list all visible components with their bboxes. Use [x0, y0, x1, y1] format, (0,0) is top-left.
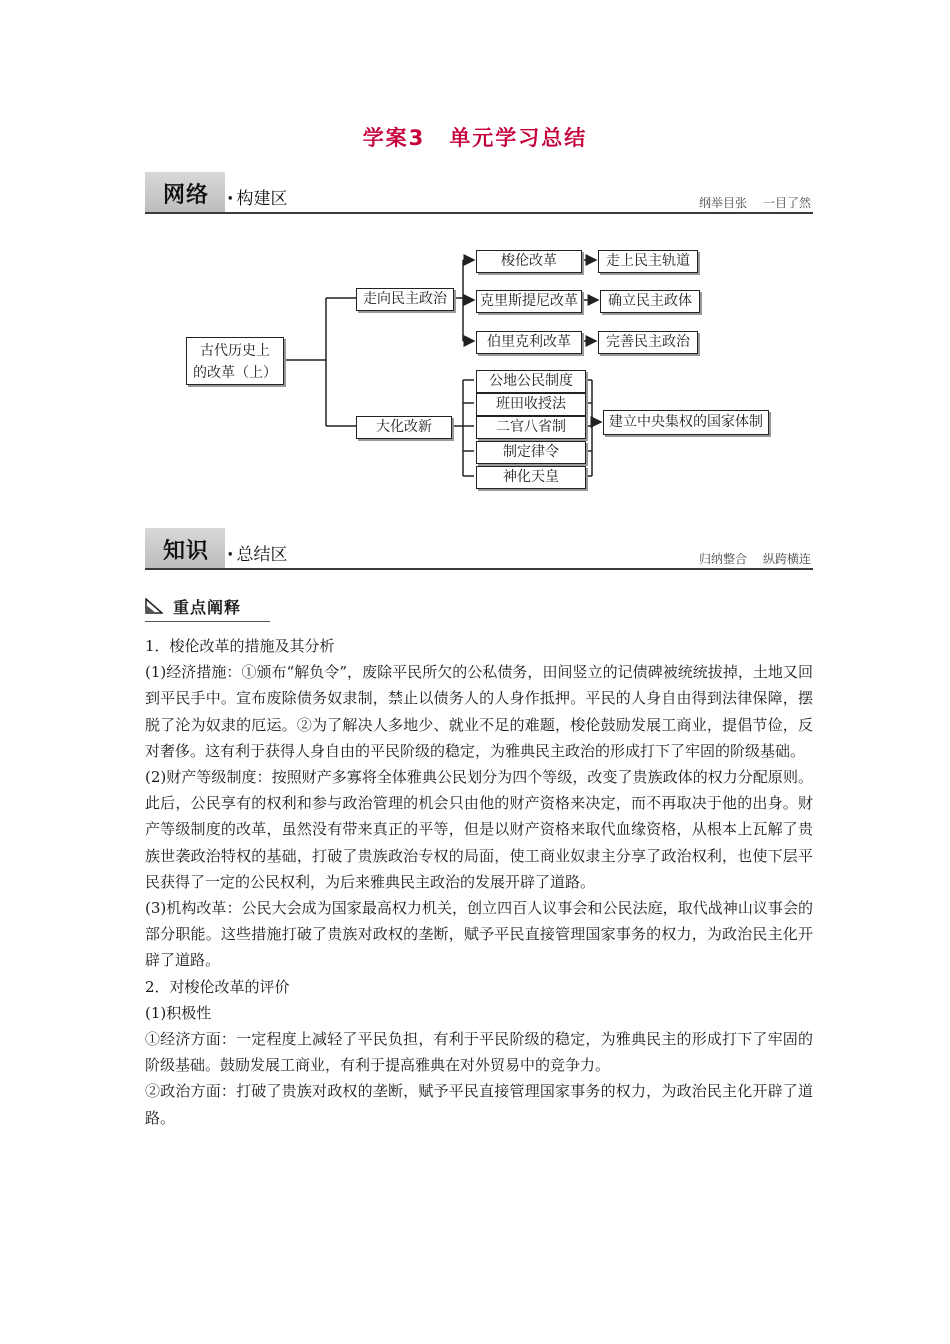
body-content — [145, 633, 813, 1131]
heading-2: 2．对梭伦改革的评价 — [145, 977, 290, 996]
heading-1: 1．梭伦改革的措施及其分析 — [145, 637, 335, 655]
diagram-cleisthenes: 克里斯提尼改革 — [476, 290, 582, 313]
diagram-taika-item-4: 制定律令 — [476, 441, 586, 464]
corner-triangle-icon — [145, 598, 163, 614]
subheading-positive: (1)积极性 — [145, 1003, 212, 1022]
page-title — [0, 122, 950, 152]
section-header-network — [145, 172, 813, 214]
diagram-taika-item-5: 神化天皇 — [476, 466, 586, 489]
paragraph-economic-aspect: ①经济方面：一定程度上减轻了平民负担，有利于平民阶级的稳定，为雅典民主的形成打下了牢固的阶级基础。鼓励发展工商业，有利于提高雅典在对外贸易中的竞争力。 — [145, 1030, 813, 1075]
section-title-big: 网络 — [163, 183, 210, 208]
section-header-knowledge — [145, 528, 813, 570]
section-title-small: · 总结区 — [227, 545, 288, 565]
diagram-branch-democracy: 走向民主政治 — [356, 288, 454, 311]
diagram-result-3: 完善民主政治 — [598, 331, 698, 354]
concept-diagram — [180, 240, 780, 500]
diagram-taika-result: 建立中央集权的国家体制 — [603, 410, 769, 435]
section-motto: 归纳整合 纵跨横连 — [698, 552, 811, 566]
diagram-solon: 梭伦改革 — [476, 250, 582, 273]
diagram-taika-item-2: 班田收授法 — [476, 393, 586, 416]
diagram-pericles: 伯里克利改革 — [476, 331, 582, 354]
section-title-big: 知识 — [163, 539, 210, 564]
key-points-heading: 重点阐释 — [145, 593, 270, 622]
paragraph-economic: (1)经济措施：①颁布“解负令”，废除平民所欠的公私债务，田间竖立的记债碑被统统拔掉，土地又回到平民手中。宣布废除债务奴隶制，禁止以债务人的人身作抵押。平民的人身自由得到法律保障，摆脱了沦为奴隶的厄运。②为了解决人多地少、就业不足的难题，梭伦鼓励发展工商业，提倡节俭，反对奢侈。这有利于获得人身自由的平民阶级的稳定，为雅典民主政治的形成打下了牢固的阶级基础。 — [145, 663, 813, 760]
diagram-root: 古代历史上 的改革（上） — [186, 337, 284, 385]
title-number: 学案3 — [362, 126, 426, 150]
diagram-taika-item-3: 二官八省制 — [476, 416, 586, 439]
title-text: 单元学习总结 — [449, 126, 588, 150]
paragraph-property: (2)财产等级制度：按照财产多寡将全体雅典公民划分为四个等级，改变了贵族政体的权力分配原则。此后，公民享有的权利和参与政治管理的机会只由他的财产资格来决定，而不再取决于他的出身。财产等级制度的改革，虽然没有带来真正的平等，但是以财产资格来取代血缘资格，从根本上瓦解了贵族世袭政治特权的基础，打破了贵族政治专权的局面，使工商业奴隶主分享了政治权利，也使下层平民获得了一定的公民权利，为后来雅典民主政治的发展开辟了道路。 — [145, 768, 813, 891]
diagram-result-2: 确立民主政体 — [600, 290, 700, 313]
diagram-branch-taika: 大化改新 — [356, 416, 452, 439]
paragraph-political-aspect: ②政治方面：打破了贵族对政权的垄断，赋予平民直接管理国家事务的权力，为政治民主化开辟了道路。 — [145, 1082, 813, 1127]
paragraph-institutions: (3)机构改革：公民大会成为国家最高权力机关，创立四百人议事会和公民法庭，取代战神山议事会的部分职能。这些措施打破了贵族对政权的垄断，赋予平民直接管理国家事务的权力，为政治民主化开辟了道路。 — [145, 899, 813, 970]
diagram-result-1: 走上民主轨道 — [598, 250, 698, 273]
section-title-small: · 构建区 — [227, 189, 288, 209]
diagram-taika-item-1: 公地公民制度 — [476, 370, 586, 393]
section-motto: 纲举目张 一目了然 — [698, 196, 811, 210]
